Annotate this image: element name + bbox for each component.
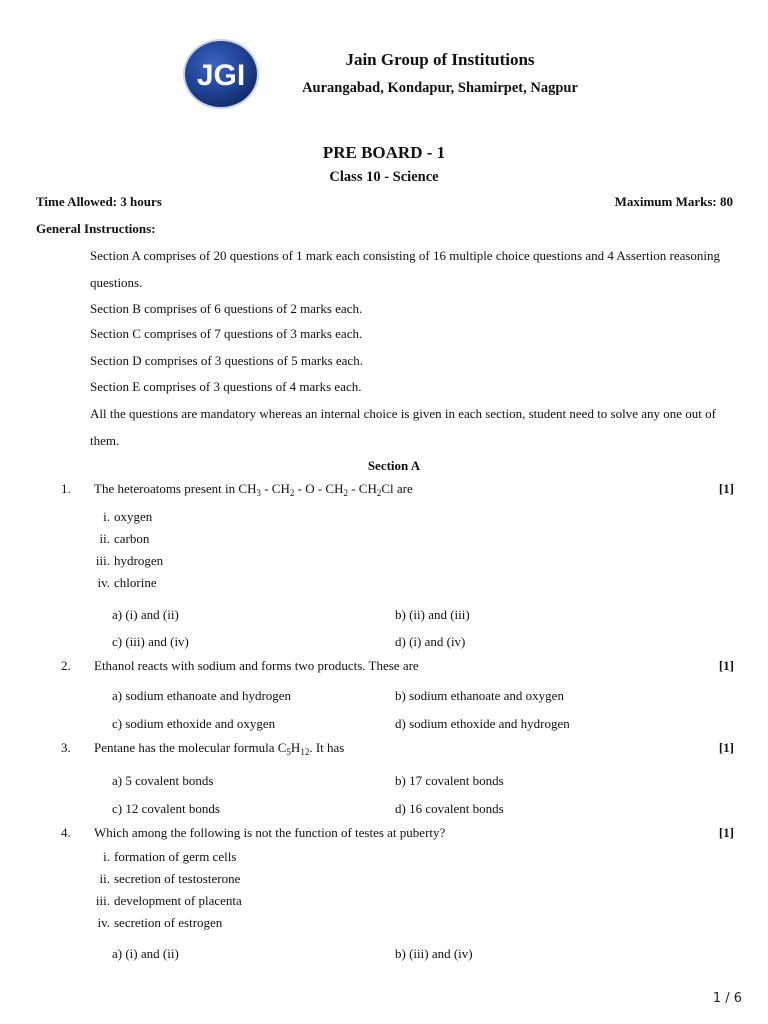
answer-option: a) 5 covalent bonds <box>112 773 214 788</box>
question-text: The heteroatoms present in $CH_3 - CH_2$ - O - $CH_2 - CH_2Cl$ are <box>94 481 413 498</box>
list-item: iii. hydrogen <box>95 553 164 568</box>
question-marks: [1] <box>718 481 734 496</box>
answer-option: a) (i) and (ii) <box>112 607 179 622</box>
section-heading: Section A <box>367 458 421 473</box>
question-text: Which among the following is not the function of testes at puberty? <box>94 825 446 840</box>
answer-option: a) (i) and (ii) <box>112 946 179 961</box>
institution-locations: Aurangabad, Kondapur, Shamirpet, Nagpur <box>302 80 578 96</box>
question-text: Pentane has the molecular formula $C_5H_{12}$. It has <box>94 740 345 757</box>
question-number: 4. <box>61 825 71 840</box>
instruction-item: Section C comprises of 7 questions of 3 marks each. <box>90 326 363 341</box>
question-marks: [1] <box>718 825 734 840</box>
institution-logo <box>182 38 260 110</box>
maximum-marks: Maximum Marks: 80 <box>614 194 733 209</box>
answer-option: c) 12 covalent bonds <box>112 801 220 816</box>
list-item: ii. secretion of testosterone <box>99 871 241 886</box>
instruction-item: Section B comprises of 6 questions of 2 marks each. <box>90 301 363 316</box>
answer-option: d) sodium ethoxide and hydrogen <box>395 716 570 731</box>
list-item: ii. carbon <box>99 531 150 546</box>
list-item: iv. chlorine <box>97 575 157 590</box>
general-instructions-heading: General Instructions: <box>36 221 156 236</box>
list-item: iv. secretion of estrogen <box>97 915 223 930</box>
answer-option: a) sodium ethanoate and hydrogen <box>112 688 292 703</box>
page-indicator: 1 / 6 <box>712 991 742 1006</box>
instruction-item: Section D comprises of 3 questions of 5 marks each. <box>90 353 363 368</box>
answer-option: c) (iii) and (iv) <box>112 634 189 649</box>
question-marks: [1] <box>718 740 734 755</box>
list-item: iii. development of placenta <box>95 893 242 908</box>
instruction-item: Section E comprises of 3 questions of 4 marks each. <box>90 379 362 394</box>
question-number: 1. <box>61 481 71 496</box>
class-subject: Class 10 - Science <box>329 169 439 185</box>
list-item: i. oxygen <box>103 509 153 524</box>
answer-option: b) 17 covalent bonds <box>395 773 504 788</box>
svg-text:JGI: JGI <box>196 59 246 92</box>
list-item: i. formation of germ cells <box>103 849 237 864</box>
answer-option: c) sodium ethoxide and oxygen <box>112 716 276 731</box>
answer-option: b) (iii) and (iv) <box>395 946 473 961</box>
answer-option: d) (i) and (iv) <box>395 634 466 649</box>
exam-title: PRE BOARD - 1 <box>322 143 446 162</box>
question-number: 3. <box>61 740 71 755</box>
question-text: Ethanol reacts with sodium and forms two products. These are <box>94 658 419 673</box>
instruction-item: Section A comprises of 20 questions of 1 mark each consisting of 16 multiple choice questions and 4 Assertion reasoning questions. <box>90 248 721 290</box>
answer-option: d) 16 covalent bonds <box>395 801 504 816</box>
answer-option: b) (ii) and (iii) <box>395 607 470 622</box>
question-marks: [1] <box>718 658 734 673</box>
question-number: 2. <box>61 658 71 673</box>
institution-name: Jain Group of Institutions <box>345 50 535 69</box>
instruction-item: All the questions are mandatory whereas an internal choice is given in each section, student need to solve any one out of them. <box>90 406 716 448</box>
time-allowed: Time Allowed: 3 hours <box>36 194 162 209</box>
answer-option: b) sodium ethanoate and oxygen <box>395 688 564 703</box>
